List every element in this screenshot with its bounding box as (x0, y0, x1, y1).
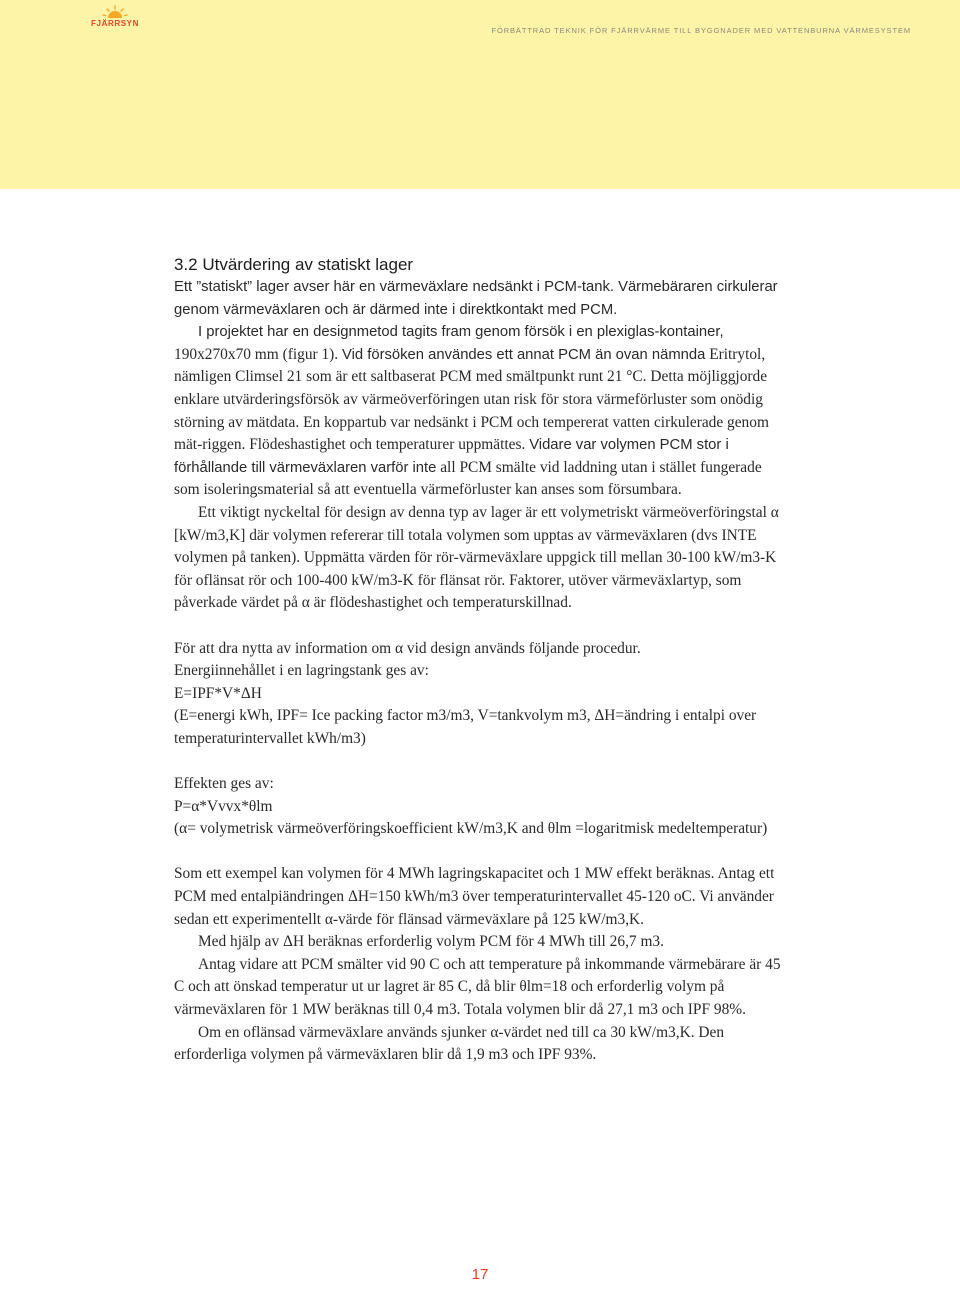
logo-text: FJÄRRSYN (91, 19, 139, 28)
spacer (174, 841, 790, 864)
main-content (174, 253, 790, 1067)
example-paragraph-2: Med hjälp av ΔH beräknas erforderlig volym PCM för 4 MWh till 26,7 m3. (198, 933, 664, 951)
spacer (174, 750, 790, 773)
energy-formula: E=IPF*V*ΔH (174, 684, 262, 702)
section-heading: 3.2 Utvärdering av statiskt lager (174, 255, 414, 274)
para1-sans-c: Vid försöken användes ett annat PCM än ovan nämnda (342, 346, 706, 363)
energy-intro: Energiinnehållet i en lagringstank ges av: (174, 662, 429, 680)
power-intro: Effekten ges av: (174, 775, 274, 793)
spacer (174, 615, 790, 638)
example-paragraph-3: Antag vidare att PCM smälter vid 90 C och att temperature på inkommande värmebärare är 45 C och att önskad temperatur ut ur lagret är 85 C, då blir θlm=18 och erforderlig volym på värmeväxlaren för 1 MW beräknas till 0,4 m3. Totala volymen blir då 27,1 m3 och IPF 98%. (174, 955, 781, 1018)
example-paragraph-4: Om en oflänsad värmeväxlare används sjunker α-värdet ned till ca 30 kW/m3,K. Den erforderliga volymen på värmeväxlaren blir då 1,9 m3 och IPF 93%. (174, 1023, 725, 1064)
example-paragraph-1: Som ett exempel kan volymen för 4 MWh lagringskapacitet och 1 MW effekt beräknas. Antag ett PCM med entalpiändringen ΔH=150 kWh/m3 över temperaturintervallet 45-120 oC. Vi använder sedan ett experimentellt α-värde för flänsad värmeväxlare på 125 kW/m3,K. (174, 865, 775, 928)
power-formula: P=α*Vvvx*θlm (174, 797, 273, 815)
power-definition: (α= volymetrisk värmeöverföringskoefficient kW/m3,K and θlm =logaritmisk medeltemperatur) (174, 820, 768, 838)
running-head: FÖRBÄTTRAD TEKNIK FÖR FJÄRRVÄRME TILL BYGGNADER MED VATTENBURNA VÄRMESYSTEM (491, 26, 911, 35)
paragraph-statiskt-lager (174, 276, 790, 502)
energy-definition: (E=energi kWh, IPF= Ice packing factor m3/m3, V=tankvolym m3, ΔH=ändring i entalpi over temperaturintervallet kWh/m3) (174, 707, 757, 747)
para1-sans-d: Vidare var volymen PCM stor i förhållande till värmeväxlaren varför inte (174, 437, 729, 476)
logo (86, 5, 144, 31)
para1-sans-b: I projektet har en designmetod tagits fram genom försök i en plexiglas-kontainer, (198, 324, 724, 341)
para1-serif-a: 190x270x70 mm (figur 1). (174, 345, 339, 363)
para1-sans-a: Ett ”statiskt” lager avser här en värmeväxlare nedsänkt i PCM-tank. Värmebäraren cirkulerar genom värmeväxlaren och är därmed inte i direktkontakt med PCM. (174, 279, 778, 318)
para1-serif-b: Eritrytol, nämligen Climsel 21 som är ett saltbaserat PCM med smältpunkt runt 21 °C. Detta möjliggjorde enklare utvärderingsförsök av värmeöverföringen utan risk för stora värmeförluster som onödig störning av mätdata. En koppartub var nedsänkt i PCM och tempererat vatten cirkulerade genom mät-riggen. Flödeshastighet och temperaturer uppmättes. (174, 345, 769, 454)
paragraph-nyckeltal: Ett viktigt nyckeltal för design av denna typ av lager är ett volymetriskt värmeöverföringstal α [kW/m3,K] där volymen refererar till totala volymen som upptas av värmeväxlaren (dvs INTE volymen på tanken). Uppmätta värden för rör-värmeväxlare uppgick till mellan 30-100 kW/m3-K för oflänsat rör och 100-400 kW/m3-K för flänsat rör. Faktorer, utöver värmeväxlartyp, som påverkade värdet på α är flödeshastighet och temperaturskillnad. (174, 503, 779, 612)
para1-serif-c: all PCM smälte vid laddning utan i stället fungerade som isoleringsmaterial så att eventuella värmeförluster kan anses som försumbara. (174, 458, 762, 499)
page-number: 17 (471, 1266, 489, 1283)
sun-icon (86, 5, 144, 19)
procedure-intro: För att dra nytta av information om α vid design används följande procedur. (174, 639, 641, 657)
